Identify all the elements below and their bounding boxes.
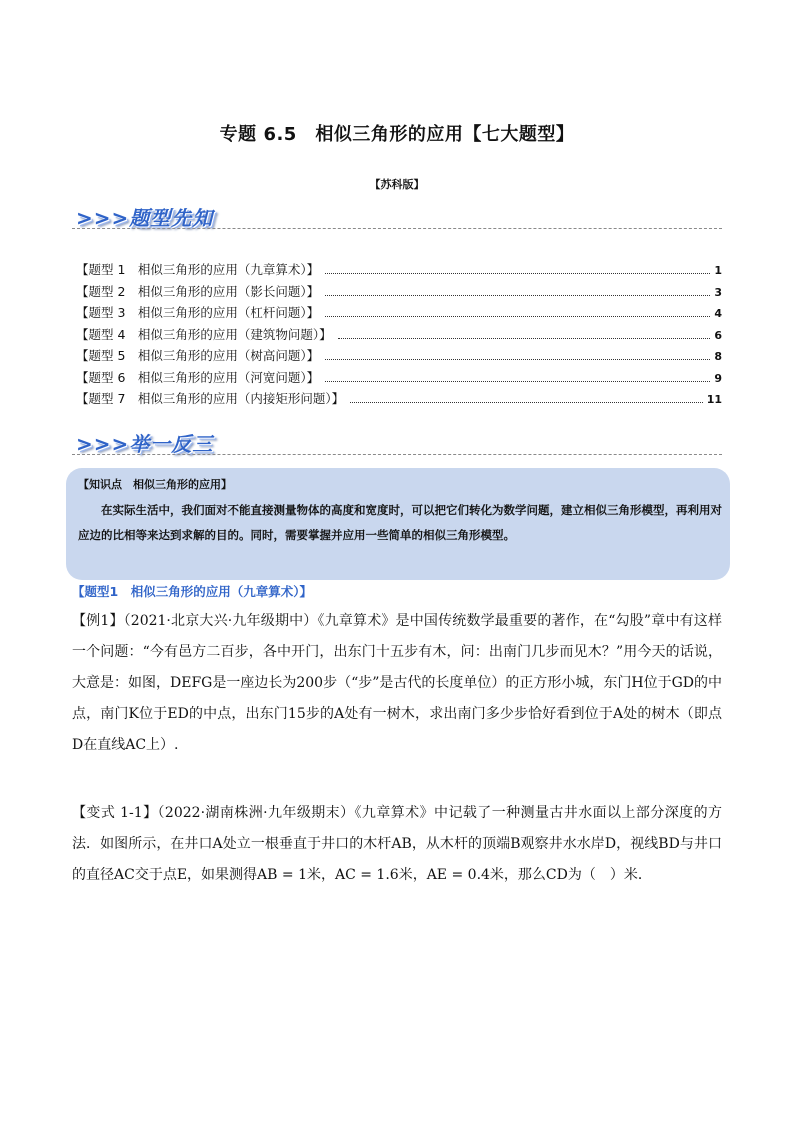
toc-item-text: 【题型 6 相似三角形的应用（河宽问题）】 <box>76 369 320 385</box>
toc-leader <box>325 316 710 317</box>
toc-item[interactable] <box>76 346 722 368</box>
toc-item[interactable] <box>76 260 722 282</box>
example-tag: 【例1】 <box>72 613 124 629</box>
toc-item-text: 【题型 4 相似三角形的应用（建筑物问题）】 <box>76 326 332 342</box>
toc-item-text: 【题型 7 相似三角形的应用（内接矩形问题）】 <box>76 391 345 406</box>
toc-item[interactable] <box>76 282 722 304</box>
section-label: >>>题型先知 <box>76 206 214 230</box>
toc-item-page: 8 <box>714 350 722 363</box>
section-label: >>>举一反三 <box>76 432 214 456</box>
table-of-contents <box>76 260 722 411</box>
variant-1-1 <box>72 798 722 891</box>
toc-leader <box>325 381 710 382</box>
section-header-overview <box>72 200 722 234</box>
example-1 <box>72 606 722 761</box>
toc-item-text: 【题型 1 相似三角形的应用（九章算术）】 <box>76 262 320 277</box>
dashed-divider <box>72 454 722 455</box>
toc-item[interactable] <box>76 368 722 390</box>
toc-leader <box>350 402 703 403</box>
toc-item[interactable] <box>76 325 722 347</box>
example-text: （2021·北京大兴·九年级期中）《九章算术》是中国传统数学最重要的著作，在“勾股”章中有这样一个问题：“今有邑方二百步，各中开门，出东门十五步有木，问：出南门几步而见木？”用今天的话说，大意是：如图，DEFG是一座边长为200步（“步”是古代的长度单位）的正方形小城，东门H位于GD的中点，南门K位于ED的中点，出东门15步的A处有一树木，求出南门多少步恰好看到位于A处的树木（即点D在直线AC上）. <box>72 613 722 753</box>
toc-leader <box>325 273 710 274</box>
toc-item-page: 11 <box>706 393 722 406</box>
toc-leader <box>325 295 710 296</box>
variant-tag: 【变式 1-1】 <box>72 805 158 821</box>
knowledge-box <box>66 468 730 580</box>
document-title: 专题 6.5 相似三角形的应用【七大题型】 <box>219 124 575 145</box>
toc-item[interactable] <box>76 303 722 325</box>
type-heading: 【题型1 相似三角形的应用（九章算术）】 <box>72 584 312 599</box>
section-header-practice <box>72 426 722 460</box>
toc-item-page: 6 <box>714 328 722 342</box>
toc-item-text: 【题型 2 相似三角形的应用（影长问题）】 <box>76 283 320 299</box>
toc-item[interactable] <box>76 389 722 411</box>
toc-item-page: 9 <box>714 371 722 385</box>
toc-item-text: 【题型 3 相似三角形的应用（杠杆问题）】 <box>76 305 320 320</box>
dashed-divider <box>72 228 722 229</box>
toc-item-page: 1 <box>714 264 722 277</box>
toc-item-text: 【题型 5 相似三角形的应用（树高问题）】 <box>76 348 320 363</box>
toc-leader <box>338 338 711 339</box>
document-subtitle: 【苏科版】 <box>369 178 425 191</box>
toc-item-page: 3 <box>714 285 722 299</box>
knowledge-title: 【知识点 相似三角形的应用】 <box>78 478 232 491</box>
toc-item-page: 4 <box>714 307 722 320</box>
toc-leader <box>325 359 710 360</box>
knowledge-body: 在实际生活中，我们面对不能直接测量物体的高度和宽度时，可以把它们转化为数学问题，建立相似三角形模型，再利用对应边的比相等来达到求解的目的。同时，需要掌握并应用一些简单的相似三角形模型。 <box>78 503 722 542</box>
variant-text: （2022·湖南株洲·九年级期末）《九章算术》中记载了一种测量古井水面以上部分深度的方法．如图所示，在井口A处立一根垂直于井口的木杆AB，从木杆的顶端B观察井水水岸D，视线BD与井口的直径AC交于点E，如果测得AB = 1米，AC = 1.6米，AE = 0.4米，那么CD为（ ）米． <box>72 805 722 883</box>
